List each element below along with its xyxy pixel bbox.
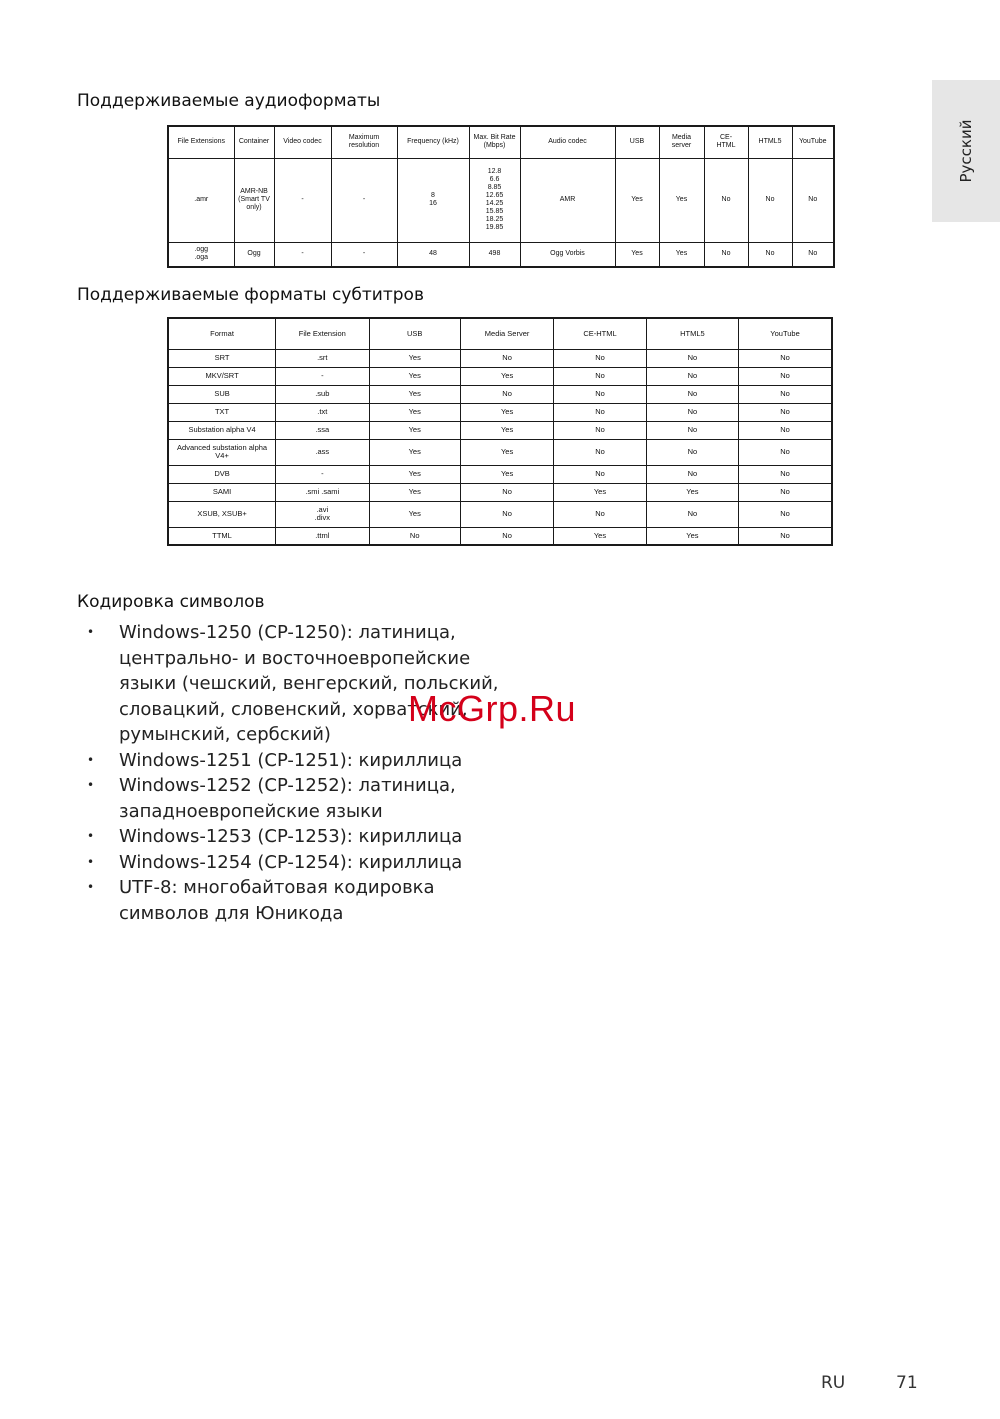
- watermark: McGrp.Ru: [408, 688, 577, 729]
- table-cell: -: [274, 242, 331, 267]
- table-cell: 48: [397, 242, 469, 267]
- table-row: [168, 367, 832, 385]
- table-cell: No: [646, 421, 738, 439]
- table-cell: Yes: [369, 349, 460, 367]
- table-cell: -: [331, 158, 397, 242]
- table-cell: No: [739, 403, 832, 421]
- table-cell: Substation alpha V4: [168, 421, 276, 439]
- table-cell: No: [704, 242, 748, 267]
- language-tab-label: Русский: [957, 119, 975, 183]
- list-item-text: Windows-1250 (CP-1250): латиница, центрально- и восточноевропейские языки (чешский, венгерский, польский, словацкий, словенский, хорватский, румынский, сербский): [119, 622, 499, 745]
- table-cell: No: [646, 465, 738, 483]
- header-cell: YouTube: [739, 318, 832, 349]
- table-cell: No: [739, 385, 832, 403]
- header-cell: Maximum resolution: [331, 126, 397, 158]
- table-cell: No: [646, 501, 738, 527]
- encoding-heading: Кодировка символов: [77, 592, 265, 612]
- table-cell: No: [554, 439, 646, 465]
- audio-formats-table: [167, 125, 835, 268]
- list-item-text: Windows-1252 (CP-1252): латиница, западноевропейские языки: [119, 775, 456, 822]
- table-cell: Yes: [369, 465, 460, 483]
- table-cell: No: [460, 385, 553, 403]
- header-cell: Audio codec: [520, 126, 615, 158]
- table-cell: Yes: [460, 421, 553, 439]
- table-cell: No: [739, 527, 832, 545]
- table-cell: .smi .sami: [276, 483, 369, 501]
- bullet-icon: •: [87, 778, 95, 792]
- table-cell: Yes: [646, 483, 738, 501]
- table-cell: No: [554, 501, 646, 527]
- table-cell: No: [704, 158, 748, 242]
- list-item-text: Windows-1254 (CP-1254): кириллица: [119, 851, 463, 873]
- header-cell: File Extension: [276, 318, 369, 349]
- table-cell: No: [739, 367, 832, 385]
- table-cell: .sub: [276, 385, 369, 403]
- table-cell: Yes: [615, 158, 659, 242]
- table-row: [168, 483, 832, 501]
- table-cell: 8 16: [397, 158, 469, 242]
- table-cell: SUB: [168, 385, 276, 403]
- table-cell: Yes: [460, 403, 553, 421]
- table-cell: Yes: [369, 439, 460, 465]
- table-cell: 12.8 6.6 8.85 12.65 14.25 15.85 18.25 19.85: [469, 158, 520, 242]
- table-row: [168, 465, 832, 483]
- table-cell: Yes: [659, 242, 704, 267]
- table-cell: Yes: [646, 527, 738, 545]
- header-cell: Media Server: [460, 318, 553, 349]
- header-cell: Frequency (kHz): [397, 126, 469, 158]
- table-cell: No: [460, 501, 553, 527]
- subtitle-formats-heading: Поддерживаемые форматы субтитров: [77, 285, 424, 305]
- table-cell: DVB: [168, 465, 276, 483]
- table-cell: .srt: [276, 349, 369, 367]
- table-cell: TTML: [168, 527, 276, 545]
- header-cell: CE- HTML: [704, 126, 748, 158]
- list-item-text: Windows-1253 (CP-1253): кириллица: [119, 826, 463, 847]
- list-item-text: Windows-1251 (CP-1251): кириллица: [119, 749, 463, 771]
- header-cell: HTML5: [748, 126, 792, 158]
- table-cell: No: [739, 439, 832, 465]
- table-cell: No: [369, 527, 460, 545]
- table-cell: No: [646, 349, 738, 367]
- table-cell: Yes: [460, 367, 553, 385]
- audio-formats-heading: Поддерживаемые аудиоформаты: [77, 91, 381, 111]
- list-item: [77, 850, 517, 876]
- table-cell: SRT: [168, 349, 276, 367]
- table-cell: No: [554, 421, 646, 439]
- table-cell: .txt: [276, 403, 369, 421]
- table-cell: .amr: [168, 158, 234, 242]
- header-cell: Max. Bit Rate (Mbps): [469, 126, 520, 158]
- table-cell: AMR: [520, 158, 615, 242]
- table-cell: No: [792, 242, 834, 267]
- table-cell: Yes: [369, 501, 460, 527]
- table-cell: Advanced substation alpha V4+: [168, 439, 276, 465]
- table-cell: No: [460, 483, 553, 501]
- table-cell: No: [748, 158, 792, 242]
- table-cell: SAMI: [168, 483, 276, 501]
- table-cell: No: [748, 242, 792, 267]
- header-cell: USB: [615, 126, 659, 158]
- list-item-text: UTF-8: многобайтовая кодировка символов для Юникода: [119, 877, 435, 924]
- table-cell: Ogg: [234, 242, 274, 267]
- table-cell: .ogg .oga: [168, 242, 234, 267]
- table-cell: No: [739, 349, 832, 367]
- footer-language: RU: [821, 1373, 846, 1393]
- header-cell: Container: [234, 126, 274, 158]
- table-cell: .ass: [276, 439, 369, 465]
- list-item: [77, 748, 517, 774]
- header-cell: Format: [168, 318, 276, 349]
- table-cell: No: [554, 349, 646, 367]
- header-cell: Media server: [659, 126, 704, 158]
- table-cell: Yes: [615, 242, 659, 267]
- table-cell: -: [331, 242, 397, 267]
- bullet-icon: •: [87, 625, 95, 639]
- table-cell: Yes: [460, 465, 553, 483]
- table-cell: Yes: [369, 385, 460, 403]
- list-item: [77, 824, 517, 850]
- table-row: [168, 501, 832, 527]
- table-cell: No: [554, 403, 646, 421]
- table-cell: -: [274, 158, 331, 242]
- table-cell: Yes: [659, 158, 704, 242]
- header-cell: CE-HTML: [554, 318, 646, 349]
- table-cell: No: [554, 465, 646, 483]
- encoding-list: [77, 620, 517, 926]
- page-number: 71: [896, 1373, 918, 1393]
- table-cell: -: [276, 465, 369, 483]
- bullet-icon: •: [87, 880, 95, 894]
- bullet-icon: •: [87, 752, 95, 767]
- header-cell: YouTube: [792, 126, 834, 158]
- table-cell: No: [792, 158, 834, 242]
- table-cell: No: [460, 527, 553, 545]
- table-cell: -: [276, 367, 369, 385]
- table-cell: Yes: [369, 367, 460, 385]
- audio-header-row: [168, 126, 834, 158]
- table-cell: Yes: [369, 483, 460, 501]
- table-row: [168, 421, 832, 439]
- table-row: [168, 158, 834, 242]
- header-cell: Video codec: [274, 126, 331, 158]
- language-tab: [932, 80, 1000, 222]
- subtitle-formats-table: [167, 317, 833, 546]
- table-cell: .avi .divx: [276, 501, 369, 527]
- table-cell: 498: [469, 242, 520, 267]
- table-cell: No: [739, 501, 832, 527]
- table-row: [168, 349, 832, 367]
- table-cell: No: [554, 385, 646, 403]
- table-row: [168, 385, 832, 403]
- table-cell: .ssa: [276, 421, 369, 439]
- table-cell: No: [739, 421, 832, 439]
- table-row: [168, 242, 834, 267]
- table-cell: .ttml: [276, 527, 369, 545]
- table-cell: Yes: [554, 527, 646, 545]
- list-item: [77, 773, 517, 824]
- table-cell: Yes: [460, 439, 553, 465]
- table-cell: No: [646, 367, 738, 385]
- table-cell: No: [739, 465, 832, 483]
- table-row: [168, 403, 832, 421]
- table-cell: MKV/SRT: [168, 367, 276, 385]
- table-cell: AMR-NB (Smart TV only): [234, 158, 274, 242]
- subtitle-header-row: [168, 318, 832, 349]
- table-cell: No: [646, 439, 738, 465]
- header-cell: HTML5: [646, 318, 738, 349]
- table-cell: No: [646, 403, 738, 421]
- table-cell: XSUB, XSUB+: [168, 501, 276, 527]
- table-cell: No: [460, 349, 553, 367]
- table-cell: No: [646, 385, 738, 403]
- header-cell: File Extensions: [168, 126, 234, 158]
- bullet-icon: •: [87, 829, 95, 843]
- table-cell: Yes: [554, 483, 646, 501]
- list-item: [77, 875, 517, 926]
- table-cell: TXT: [168, 403, 276, 421]
- header-cell: USB: [369, 318, 460, 349]
- table-cell: Yes: [369, 403, 460, 421]
- table-cell: No: [554, 367, 646, 385]
- table-cell: Yes: [369, 421, 460, 439]
- table-row: [168, 439, 832, 465]
- table-row: [168, 527, 832, 545]
- table-cell: Ogg Vorbis: [520, 242, 615, 267]
- table-cell: No: [739, 483, 832, 501]
- bullet-icon: •: [87, 854, 95, 869]
